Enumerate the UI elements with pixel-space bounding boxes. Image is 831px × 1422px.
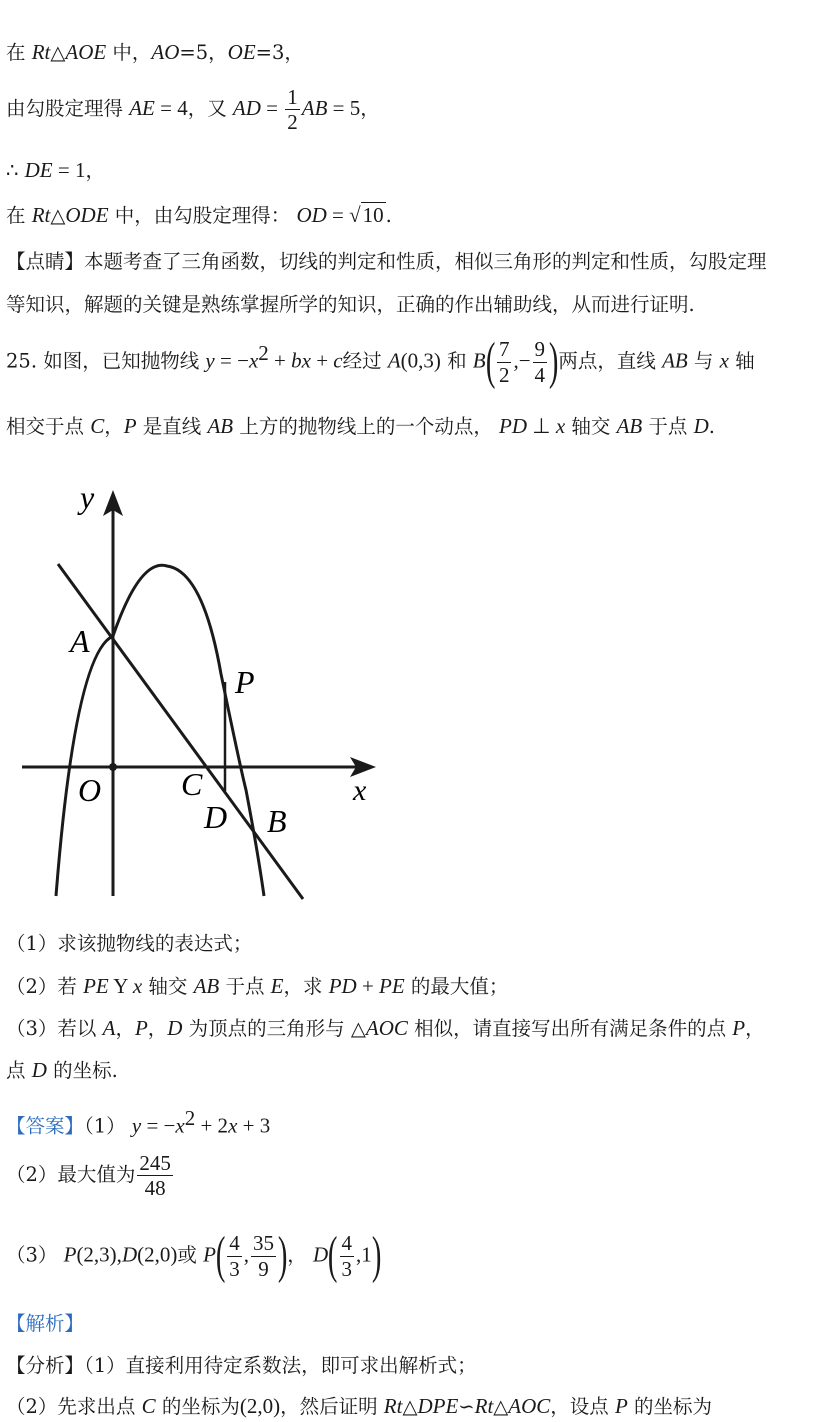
math: Rt: [31, 203, 51, 227]
math: bx: [291, 348, 311, 373]
math: D: [121, 1242, 138, 1267]
text: 或: [177, 1243, 204, 1267]
math: x: [132, 974, 143, 998]
solution-line-4: [6, 203, 392, 228]
math: +: [268, 348, 292, 373]
origin-dot: [109, 763, 117, 771]
math: P: [123, 414, 137, 438]
math: E: [270, 974, 284, 998]
perpendicular-symbol: ⊥: [527, 414, 556, 438]
x-axis-label: x: [353, 774, 367, 807]
left-paren: (: [485, 333, 496, 390]
text: ，求: [283, 975, 329, 998]
right-paren: ): [277, 1227, 288, 1284]
text: （3）: [6, 1243, 64, 1267]
parabola-curve: [56, 565, 264, 896]
numerator: 245: [139, 1151, 171, 1175]
math: P: [63, 1242, 77, 1267]
math: P: [615, 1394, 628, 1418]
math: + 2: [195, 1113, 229, 1138]
math: AB: [207, 414, 234, 438]
comment-line-2: 等知识，解题的关键是熟练掌握所学的知识，正确的作出辅助线，从而进行证明.: [6, 293, 695, 316]
numerator: 35: [252, 1231, 274, 1256]
text: 在: [6, 41, 32, 64]
math: PD: [499, 414, 528, 438]
text: 的坐标为: [155, 1395, 240, 1418]
text: 为顶点的三角形与 △: [182, 1017, 366, 1040]
text: 轴交: [565, 415, 617, 438]
math: Y: [108, 974, 133, 998]
math: Rt: [31, 40, 51, 64]
text: （1）直接利用待定系数法，即可求出解析式；: [84, 1354, 477, 1377]
math: y: [131, 1113, 142, 1138]
fraction: [137, 1152, 173, 1199]
text: 是直线: [136, 415, 208, 438]
question-3-line-2: [6, 1058, 118, 1083]
math: (0,3): [400, 348, 441, 373]
math: (2,3),: [76, 1242, 122, 1267]
text: （3）若以: [6, 1017, 103, 1040]
analysis-line-2: [6, 1394, 712, 1419]
text: （2）若: [6, 975, 84, 998]
math: (2,0): [137, 1242, 178, 1267]
answer-1: [6, 1106, 270, 1139]
math: + 3: [237, 1113, 271, 1138]
question-2: [6, 974, 508, 999]
text: ，然后证明: [280, 1395, 384, 1418]
text: .: [708, 415, 715, 438]
math: D: [693, 414, 709, 438]
math: Rt: [383, 1394, 403, 1418]
text: 在: [6, 204, 32, 227]
text: （2）先求出点: [6, 1395, 142, 1418]
numerator: 4: [229, 1231, 240, 1256]
text: ，设点: [550, 1395, 615, 1418]
math: C: [90, 414, 105, 438]
text: 轴: [728, 349, 755, 373]
text: 由勾股定理得: [6, 97, 130, 121]
similar-symbol: ∽: [458, 1395, 475, 1418]
triangle-symbol: △: [402, 1395, 418, 1418]
text: ，: [745, 1017, 765, 1040]
math: AO: [151, 40, 180, 64]
text: 轴交: [142, 975, 194, 998]
sqrt-radicand: 10: [362, 203, 384, 227]
left-paren: (: [215, 1227, 226, 1284]
numerator: 1: [287, 85, 298, 109]
triangle-symbol: △: [50, 41, 66, 64]
text: （1）: [84, 1114, 132, 1138]
text: ，: [85, 159, 105, 182]
math: y: [205, 348, 215, 373]
answer-3: [6, 1227, 382, 1284]
text: =5，: [179, 41, 228, 64]
math: D: [167, 1016, 183, 1040]
math: AOC: [365, 1016, 408, 1040]
fraction: [227, 1232, 242, 1279]
text: 中，: [106, 41, 152, 64]
math: P: [134, 1016, 148, 1040]
answer-tag: 【答案】: [6, 1114, 85, 1138]
math: x: [719, 348, 729, 373]
math: =: [260, 96, 284, 121]
question-1: （1）求该抛物线的表达式；: [6, 932, 253, 955]
triangle-symbol: △: [50, 204, 66, 227]
solution-line-2: [6, 86, 380, 133]
math: c: [333, 348, 343, 373]
text: ，: [115, 1017, 135, 1040]
text: .: [385, 204, 392, 227]
fraction: [533, 338, 548, 385]
numerator: 4: [341, 1231, 352, 1256]
text: 和: [440, 349, 473, 373]
math: B: [472, 348, 486, 373]
denominator: 48: [144, 1176, 166, 1201]
text: 的坐标.: [46, 1059, 118, 1082]
fraction: [340, 1232, 355, 1279]
math: AB: [662, 348, 688, 373]
question-3-line-1: [6, 1016, 765, 1041]
text: 两点，直线: [558, 349, 663, 373]
math: AD: [232, 96, 261, 121]
math: P: [732, 1016, 746, 1040]
math: = −: [214, 348, 249, 373]
text: 25. 如图，已知抛物线: [6, 349, 206, 373]
denominator: 4: [534, 362, 546, 387]
math: = −: [141, 1113, 176, 1138]
problem-25-line-2: [6, 414, 715, 439]
text: =3，: [255, 41, 304, 64]
solution-line-3: [6, 158, 105, 183]
text: 与: [687, 349, 720, 373]
exponent: 2: [184, 1106, 196, 1130]
numerator: 7: [498, 337, 510, 362]
text: （2）最大值为: [6, 1163, 136, 1187]
text: 的坐标为: [627, 1395, 713, 1418]
therefore-symbol: ∴: [6, 159, 25, 182]
exponent: 2: [258, 341, 269, 365]
math: AB: [193, 974, 220, 998]
problem-25-line-1: [6, 333, 755, 390]
text: 相似，请直接写出所有满足条件的点: [407, 1017, 733, 1040]
answer-2: [6, 1152, 175, 1199]
math: x: [248, 348, 259, 373]
point-p-label: P: [235, 664, 255, 700]
math: x: [228, 1113, 238, 1138]
math: D: [31, 1058, 47, 1082]
solution-line-1: [6, 40, 304, 65]
math: ODE: [65, 203, 109, 227]
math: x: [555, 414, 566, 438]
math: P: [203, 1242, 216, 1267]
right-paren: ): [371, 1227, 382, 1284]
parabola-figure: [18, 478, 388, 908]
text: ，: [104, 415, 124, 438]
text: 的最大值；: [404, 975, 509, 998]
triangle-symbol: △: [493, 1395, 509, 1418]
math: C: [141, 1394, 156, 1418]
fraction: [285, 86, 300, 133]
math: Rt: [474, 1394, 494, 1418]
math: PD: [328, 974, 357, 998]
comment-line-1: 【点睛】本题考查了三角函数，切线的判定和性质，相似三角形的判定和性质，勾股定理: [6, 250, 767, 273]
left-paren: (: [328, 1227, 338, 1284]
text: ，: [360, 97, 380, 121]
math: OE: [227, 40, 256, 64]
text: 于点: [219, 975, 271, 998]
text: ，又: [187, 97, 233, 121]
analysis-tag: 【解析】: [6, 1312, 85, 1335]
point-b-label: B: [267, 803, 287, 839]
math: PE: [379, 974, 405, 998]
math: ,: [243, 1242, 249, 1267]
text: ，: [147, 1017, 168, 1040]
point-d-label: D: [204, 799, 228, 835]
denominator: 2: [498, 362, 510, 387]
math: (2,0): [239, 1394, 281, 1418]
math: x: [175, 1113, 185, 1138]
point-o-label: O: [78, 772, 102, 808]
math: +: [310, 348, 334, 373]
denominator: 3: [341, 1256, 352, 1281]
math: = 4: [154, 96, 188, 121]
text: 相交于点: [6, 415, 91, 438]
denominator: 9: [258, 1256, 269, 1281]
math: DE: [24, 158, 53, 182]
math: +: [356, 974, 380, 998]
math: A: [102, 1016, 116, 1040]
point-a-label: A: [70, 623, 90, 659]
line-ab: [58, 564, 303, 899]
math: AB: [616, 414, 643, 438]
math: AOE: [65, 40, 107, 64]
text: 点: [6, 1059, 32, 1082]
math: ,−: [513, 348, 531, 373]
right-paren: ): [548, 333, 559, 390]
math: = 5: [327, 96, 361, 121]
analysis-sub-tag: 【分析】: [6, 1354, 85, 1377]
numerator: 9: [534, 337, 546, 362]
math: ,1: [356, 1242, 372, 1267]
point-c-label: C: [181, 766, 203, 802]
math: A: [387, 348, 401, 373]
math: DPE: [417, 1394, 459, 1418]
math: AB: [301, 96, 328, 121]
denominator: 2: [287, 110, 298, 135]
math: = 1: [52, 158, 86, 182]
text: 经过: [342, 349, 388, 373]
math: AE: [129, 96, 155, 121]
math: OD: [296, 203, 327, 227]
math: PE: [83, 974, 109, 998]
text: 于点: [642, 415, 694, 438]
text: 中，由勾股定理得：: [108, 204, 297, 227]
text: 上方的抛物线上的一个动点，: [233, 415, 500, 438]
fraction: [497, 338, 512, 385]
text: ，: [287, 1243, 313, 1267]
denominator: 3: [229, 1256, 240, 1281]
math: =: [326, 203, 350, 227]
math: D: [313, 1242, 329, 1267]
analysis-line-1: [6, 1354, 477, 1377]
fraction: [251, 1232, 276, 1279]
y-axis-label: y: [80, 479, 95, 515]
math: AOC: [508, 1394, 551, 1418]
sqrt-symbol: √: [349, 203, 361, 227]
